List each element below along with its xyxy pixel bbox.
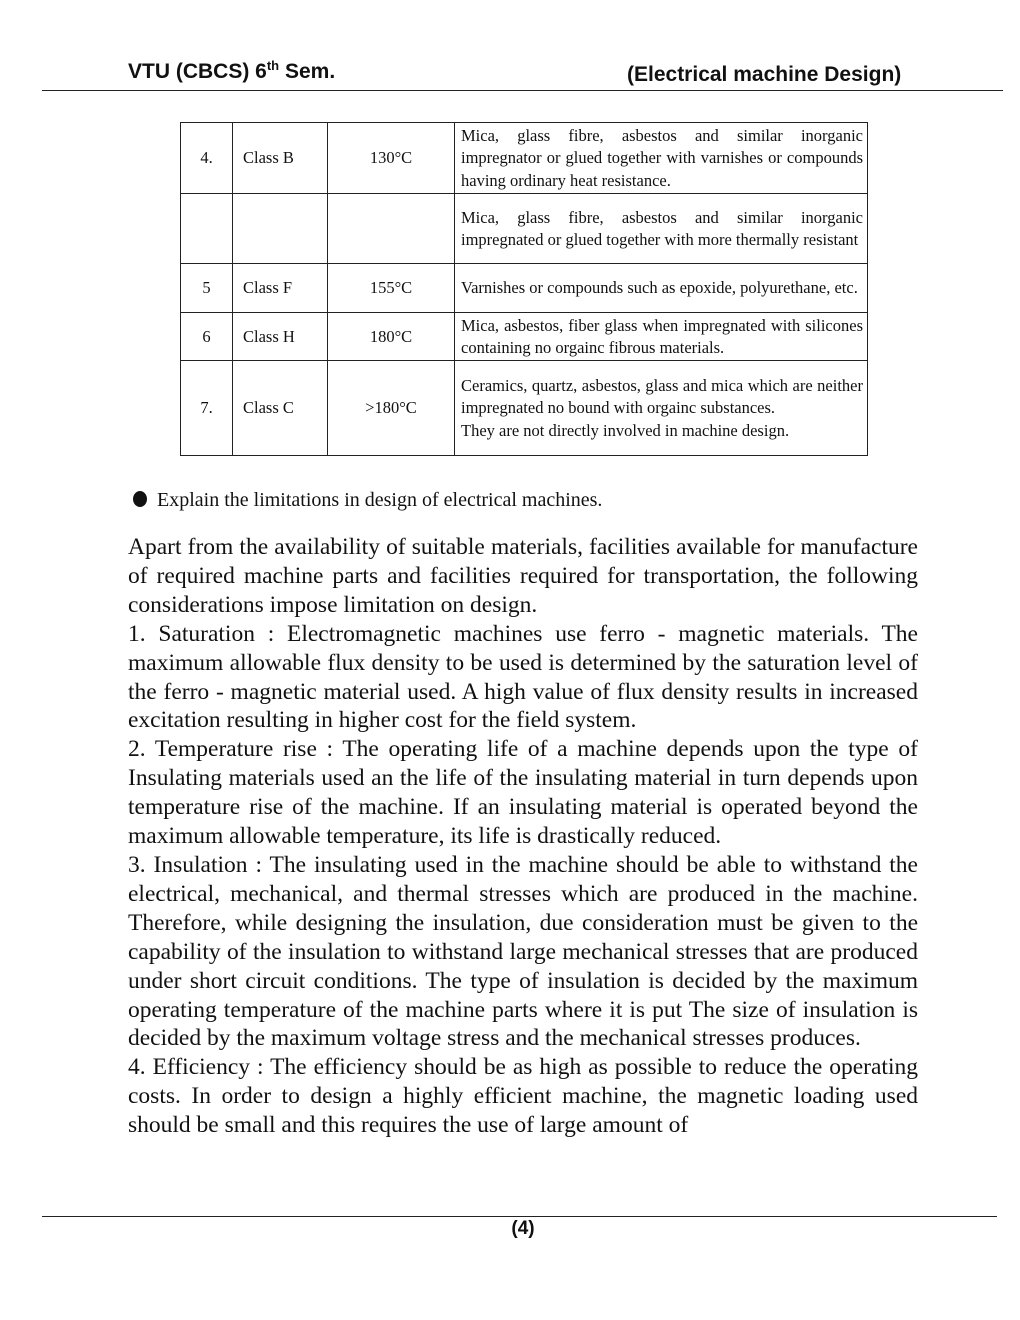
bullet-icon (133, 491, 147, 507)
paragraph-efficiency: 4. Efficiency : The efficiency should be as high as possible to reduce the operating costs. In order to design a highly efficient machine, the magnetic loading used should be small and this requires the use of large amount of (128, 1054, 918, 1139)
row-number: 4. (181, 123, 233, 194)
row-number (181, 194, 233, 264)
table-row (181, 123, 868, 194)
material-description: Mica, glass fibre, asbestos and similar inorganic impregnated or glued together with more thermally resistant (455, 194, 868, 264)
footer-rule (42, 1216, 997, 1217)
table-row (181, 194, 868, 264)
insulation-class: Class C (233, 361, 328, 456)
header-subject: (Electrical machine Design) (627, 63, 902, 86)
page-header (0, 60, 1020, 92)
insulation-class: Class F (233, 264, 328, 313)
max-temperature: 155°C (328, 264, 455, 313)
insulation-class: Class B (233, 123, 328, 194)
page-number: (4) (511, 1218, 535, 1239)
table-row (181, 313, 868, 361)
max-temperature (328, 194, 455, 264)
question-heading: Explain the limitations in design of electrical machines. (133, 489, 602, 512)
material-description: Mica, asbestos, fiber glass when impregnated with silicones containing no orgainc fibrous materials. (455, 313, 868, 361)
insulation-class (233, 194, 328, 264)
answer-body (128, 533, 918, 1140)
table-row (181, 361, 868, 456)
paragraph-insulation: 3. Insulation : The insulating used in the machine should be able to withstand the electrical, mechanical, and thermal stresses which are produced in the machine. Therefore, while designing the insulation, due consideration must be given to the capability of the insulation to withstand large mechanical stresses that are produced under short circuit conditions. The type of insulation is decided by the maximum operating temperature of the machine parts where it is put The size of insulation is decided by the maximum voltage stress and the mechanical stresses produces. (128, 851, 918, 1052)
material-description: Varnishes or compounds such as epoxide, polyurethane, etc. (455, 264, 868, 313)
paragraph-intro: Apart from the availability of suitable materials, facilities available for manufacture of required machine parts and facilities required for transportation, the following considerations impose limitation on design. (128, 534, 918, 618)
max-temperature: 130°C (328, 123, 455, 194)
insulation-class: Class H (233, 313, 328, 361)
max-temperature: 180°C (328, 313, 455, 361)
row-number: 6 (181, 313, 233, 361)
header-rule (42, 90, 1003, 91)
paragraph-saturation: 1. Saturation : Electromagnetic machines use ferro - magnetic materials. The maximum allowable flux density to be used is determined by the saturation level of the ferro - magnetic material used. A high value of flux density results in increased excitation resulting in higher cost for the field system. (128, 620, 918, 734)
row-number: 7. (181, 361, 233, 456)
material-description: Mica, glass fibre, asbestos and similar inorganic impregnator or glued together with varnishes or compounds having ordinary heat resistance. (455, 123, 868, 194)
material-description: Ceramics, quartz, asbestos, glass and mica which are neither impregnated no bound with orgainc substances. They are not directly involved in machine design. (455, 361, 868, 456)
header-course: VTU (CBCS) 6th Sem. (128, 58, 336, 83)
max-temperature: >180°C (328, 361, 455, 456)
material-note: They are not directly involved in machine design. (461, 420, 790, 440)
insulation-class-table (180, 122, 868, 456)
row-number: 5 (181, 264, 233, 313)
paragraph-temperature-rise: 2. Temperature rise : The operating life of a machine depends upon the type of Insulating materials used an the life of the insulating material in turn depends upon temperature rise of the machine. If an insulating material is operated beyond the maximum allowable temperature, its life is drastically reduced. (128, 736, 918, 850)
table-row (181, 264, 868, 313)
